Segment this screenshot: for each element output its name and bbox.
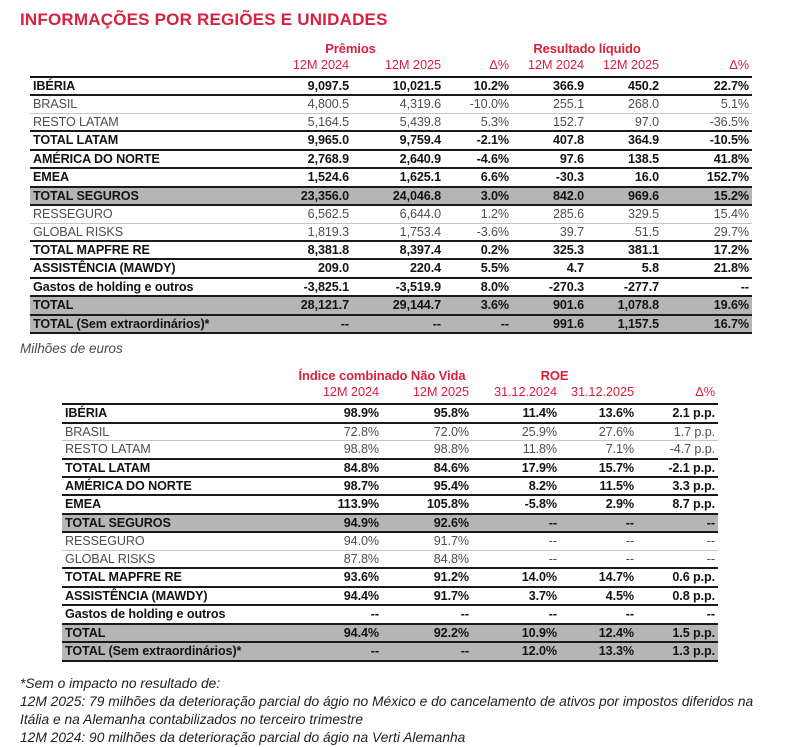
value-cell: 285.6	[552, 207, 584, 222]
value-cell: 15.4%	[713, 207, 749, 222]
value-cell: 5,439.8	[399, 114, 441, 129]
value-cell: --	[370, 644, 379, 659]
value-cell: 10.2%	[473, 78, 509, 93]
table-row	[62, 586, 718, 604]
value-cell: 97.0	[634, 114, 659, 129]
column-header: 12M 2025	[384, 56, 441, 72]
value-cell: 84.8%	[343, 460, 379, 475]
row-label: TOTAL LATAM	[33, 133, 119, 148]
value-cell: 366.9	[552, 78, 584, 93]
value-cell: 94.9%	[343, 515, 379, 530]
value-cell: 12.0%	[521, 644, 557, 659]
group-header-row	[62, 369, 718, 385]
value-cell: 5.1%	[720, 97, 749, 112]
group-header: Prêmios	[325, 41, 376, 56]
value-cell: --	[706, 515, 715, 530]
column-header-row	[30, 58, 752, 78]
value-cell: 87.8%	[343, 551, 379, 566]
value-cell: 13.6%	[598, 406, 634, 421]
column-header: 12M 2025	[412, 384, 469, 400]
value-cell: 4.7	[566, 261, 584, 276]
value-cell: 19.6%	[713, 298, 749, 313]
value-cell: 25.9%	[521, 424, 557, 439]
table-row	[62, 641, 718, 661]
table-row	[30, 130, 752, 148]
table-row	[30, 186, 752, 204]
value-cell: 11.5%	[599, 478, 634, 493]
value-cell: 29.7%	[713, 224, 749, 239]
value-cell: 209.0	[317, 261, 349, 276]
value-cell: 6,562.5	[307, 207, 349, 222]
value-cell: 1,524.6	[307, 170, 349, 185]
value-cell: --	[548, 607, 557, 622]
value-cell: 1,753.4	[399, 224, 441, 239]
row-label: ASSISTÊNCIA (MAWDY)	[65, 588, 208, 603]
value-cell: -36.5%	[709, 114, 749, 129]
value-cell: 72.0%	[433, 424, 469, 439]
value-cell: --	[548, 551, 557, 566]
value-cell: 1,819.3	[307, 224, 349, 239]
value-cell: 5,164.5	[307, 114, 349, 129]
value-cell: 5.8	[641, 261, 659, 276]
value-cell: --	[370, 607, 379, 622]
value-cell: 98.8%	[433, 442, 469, 457]
row-label: AMÉRICA DO NORTE	[33, 151, 160, 166]
value-cell: 84.8%	[433, 551, 469, 566]
value-cell: 255.1	[552, 97, 584, 112]
value-cell: -3,825.1	[303, 279, 349, 294]
table-row	[62, 458, 718, 476]
value-cell: 9,965.0	[307, 133, 349, 148]
row-label: TOTAL	[33, 298, 74, 313]
group-spacer	[62, 377, 292, 378]
value-cell: 0.2%	[480, 242, 509, 257]
value-cell: --	[625, 515, 634, 530]
row-label: EMEA	[33, 170, 69, 185]
column-header-spacer	[62, 393, 292, 396]
value-cell: 92.6%	[433, 515, 469, 530]
column-header: 31.12.2024	[493, 384, 557, 400]
value-cell: 1.5 p.p.	[672, 625, 715, 640]
value-cell: -4.6%	[476, 151, 509, 166]
value-cell: 94.0%	[343, 534, 379, 549]
value-cell: 28,121.7	[300, 298, 349, 313]
value-cell: -10.0%	[469, 97, 509, 112]
row-label: TOTAL MAPFRE RE	[65, 570, 182, 585]
row-label: TOTAL (Sem extraordinários)*	[65, 644, 242, 659]
row-label: TOTAL SEGUROS	[33, 188, 139, 203]
value-cell: -5.8%	[524, 497, 557, 512]
value-cell: 22.7%	[713, 78, 749, 93]
value-cell: 1,625.1	[399, 170, 441, 185]
value-cell: 11.4%	[522, 406, 557, 421]
row-label: ASSISTÊNCIA (MAWDY)	[33, 261, 176, 276]
value-cell: 3.3 p.p.	[672, 478, 715, 493]
value-cell: 97.6	[559, 151, 584, 166]
value-cell: 8.0%	[480, 279, 509, 294]
value-cell: 1.7 p.p.	[673, 424, 715, 439]
value-cell: 364.9	[627, 133, 659, 148]
footnotes	[20, 675, 782, 747]
value-cell: 13.3%	[598, 644, 634, 659]
value-cell: -3.6%	[476, 224, 509, 239]
value-cell: 72.8%	[343, 424, 379, 439]
group-header-row	[30, 42, 752, 58]
value-cell: 24,046.8	[392, 188, 441, 203]
value-cell: 2.9%	[605, 497, 634, 512]
value-cell: 98.8%	[343, 442, 379, 457]
value-cell: 27.6%	[598, 424, 634, 439]
row-label: RESSEGURO	[33, 207, 113, 222]
table-row	[30, 314, 752, 334]
value-cell: 12.4%	[598, 625, 634, 640]
value-cell: --	[706, 534, 715, 549]
value-cell: 21.8%	[713, 261, 749, 276]
value-cell: 4,319.6	[399, 97, 441, 112]
value-cell: -30.3	[555, 170, 584, 185]
value-cell: --	[740, 279, 749, 294]
value-cell: --	[625, 607, 634, 622]
value-cell: --	[548, 515, 557, 530]
value-cell: 92.2%	[433, 625, 469, 640]
table-row	[30, 167, 752, 185]
value-cell: 1.2%	[480, 207, 509, 222]
value-cell: 3.7%	[528, 588, 557, 603]
column-header: Δ%	[729, 56, 749, 72]
value-cell: 7.1%	[605, 442, 634, 457]
footnote-line: 12M 2025: 79 milhões da deterioração parcial do ágio no México e do cancelamento de ativos por impostos diferidos na Itália e na Alemanha contabilizados no terceiro trimestre	[20, 693, 754, 728]
row-label: EMEA	[65, 497, 101, 512]
table-row	[62, 531, 718, 549]
value-cell: 29,144.7	[392, 298, 441, 313]
value-cell: 6,644.0	[399, 207, 441, 222]
value-cell: 9,759.4	[399, 133, 441, 148]
value-cell: 0.8 p.p.	[672, 588, 715, 603]
value-cell: 842.0	[552, 188, 584, 203]
row-label: TOTAL MAPFRE RE	[33, 242, 150, 257]
row-label: TOTAL	[65, 625, 106, 640]
value-cell: 381.1	[627, 242, 659, 257]
value-cell: 11.8%	[522, 442, 557, 457]
value-cell: 113.9%	[337, 497, 379, 512]
value-cell: 9,097.5	[307, 78, 349, 93]
column-header: Δ%	[695, 384, 715, 400]
row-label: IBÉRIA	[65, 406, 108, 421]
table-row	[62, 405, 718, 422]
table-row	[30, 78, 752, 95]
table-row	[30, 258, 752, 276]
table-row	[62, 550, 718, 567]
column-header-spacer	[30, 65, 257, 68]
value-cell: -10.5%	[709, 133, 749, 148]
value-cell: 95.4%	[433, 478, 469, 493]
value-cell: --	[460, 607, 469, 622]
value-cell: --	[340, 316, 349, 331]
value-cell: 901.6	[552, 298, 584, 313]
value-cell: 3.6%	[480, 298, 509, 313]
value-cell: 268.0	[627, 97, 659, 112]
value-cell: 8.7 p.p.	[672, 497, 715, 512]
row-label: RESSEGURO	[65, 534, 145, 549]
value-cell: 14.7%	[598, 570, 634, 585]
row-label: Gastos de holding e outros	[33, 279, 194, 294]
value-cell: --	[460, 644, 469, 659]
value-cell: --	[432, 316, 441, 331]
table-row	[62, 604, 718, 622]
group-header: Índice combinado Não Vida	[298, 368, 466, 384]
value-cell: 8,381.8	[307, 242, 349, 257]
row-label: AMÉRICA DO NORTE	[65, 478, 192, 493]
group-header: Resultado líquido	[533, 41, 641, 56]
value-cell: 14.0%	[521, 570, 557, 585]
group-spacer	[30, 49, 257, 50]
value-cell: 969.6	[627, 188, 659, 203]
value-cell: 15.2%	[713, 188, 749, 203]
units-note: Milhões de euros	[20, 341, 123, 357]
row-label: Gastos de holding e outros	[65, 607, 226, 622]
value-cell: 1.3 p.p.	[672, 644, 715, 659]
table-row	[30, 149, 752, 167]
table-row	[62, 623, 718, 641]
table-row	[62, 422, 718, 440]
table-row	[30, 113, 752, 130]
value-cell: 5.3%	[480, 114, 509, 129]
value-cell: 3.0%	[480, 188, 509, 203]
value-cell: 152.7	[552, 114, 584, 129]
value-cell: 0.6 p.p.	[672, 570, 715, 585]
value-cell: 39.7	[559, 224, 584, 239]
value-cell: 4,800.5	[307, 97, 349, 112]
value-cell: 91.2%	[433, 570, 469, 585]
value-cell: 2,640.9	[399, 151, 441, 166]
column-header: Δ%	[489, 56, 509, 72]
value-cell: 93.6%	[343, 570, 379, 585]
table-row	[62, 440, 718, 457]
column-header-row	[62, 385, 718, 405]
value-cell: 84.6%	[433, 460, 469, 475]
value-cell: 95.8%	[433, 406, 469, 421]
value-cell: 4.5%	[605, 588, 634, 603]
row-label: TOTAL SEGUROS	[65, 515, 171, 530]
column-header: 12M 2025	[602, 56, 659, 72]
value-cell: 16.0	[634, 170, 659, 185]
footnote-line: 12M 2024: 90 milhões da deterioração parcial do ágio na Verti Alemanha	[20, 730, 466, 746]
value-cell: --	[625, 534, 634, 549]
value-cell: --	[500, 316, 509, 331]
value-cell: 41.8%	[713, 151, 749, 166]
value-cell: 23,356.0	[300, 188, 349, 203]
value-cell: --	[706, 607, 715, 622]
value-cell: 10.9%	[521, 625, 557, 640]
table-row	[62, 513, 718, 531]
value-cell: 98.7%	[343, 478, 379, 493]
value-cell: 91.7%	[433, 588, 469, 603]
value-cell: 51.5	[634, 224, 659, 239]
column-header: 12M 2024	[527, 56, 584, 72]
value-cell: 138.5	[627, 151, 659, 166]
value-cell: 17.2%	[713, 242, 749, 257]
page-title: INFORMAÇÕES POR REGIÕES E UNIDADES	[20, 10, 388, 29]
column-header: 12M 2024	[322, 384, 379, 400]
value-cell: 91.7%	[433, 534, 469, 549]
value-cell: -4.7 p.p.	[669, 442, 715, 457]
value-cell: 991.6	[552, 316, 584, 331]
value-cell: 220.4	[409, 261, 441, 276]
value-cell: --	[706, 551, 715, 566]
value-cell: --	[625, 551, 634, 566]
value-cell: 94.4%	[343, 588, 379, 603]
value-cell: 105.8%	[426, 497, 469, 512]
value-cell: 450.2	[627, 78, 659, 93]
table-row	[62, 476, 718, 494]
row-label: GLOBAL RISKS	[65, 551, 156, 566]
value-cell: 10,021.5	[392, 78, 441, 93]
value-cell: 329.5	[627, 207, 659, 222]
value-cell: 98.9%	[343, 406, 379, 421]
value-cell: 94.4%	[343, 625, 379, 640]
table-row	[30, 94, 752, 112]
value-cell: 1,157.5	[617, 316, 659, 331]
premios-table	[30, 42, 752, 334]
table-row	[62, 567, 718, 585]
value-cell: -2.1%	[476, 133, 509, 148]
column-header: 31.12.2025	[570, 384, 634, 400]
value-cell: 6.6%	[480, 170, 509, 185]
table-row	[30, 277, 752, 295]
group-header: ROE	[540, 368, 569, 384]
value-cell: --	[548, 534, 557, 549]
value-cell: 8.2%	[528, 478, 557, 493]
value-cell: -270.3	[548, 279, 584, 294]
value-cell: 8,397.4	[399, 242, 441, 257]
value-cell: 152.7%	[706, 170, 749, 185]
value-cell: 2.1 p.p.	[672, 406, 715, 421]
row-label: GLOBAL RISKS	[33, 224, 124, 239]
ratios-table	[62, 369, 718, 661]
row-label: RESTO LATAM	[33, 114, 119, 129]
table-row	[30, 295, 752, 313]
row-label: BRASIL	[33, 97, 78, 112]
value-cell: 5.5%	[480, 261, 509, 276]
row-label: TOTAL LATAM	[65, 460, 151, 475]
value-cell: 17.9%	[521, 460, 557, 475]
value-cell: 15.7%	[598, 460, 634, 475]
value-cell: -277.7	[623, 279, 659, 294]
row-label: TOTAL (Sem extraordinários)*	[33, 316, 210, 331]
table-row	[30, 240, 752, 258]
value-cell: 16.7%	[713, 316, 749, 331]
table-row	[30, 223, 752, 240]
footnote-line: *Sem o impacto no resultado de:	[20, 675, 221, 691]
value-cell: 1,078.8	[617, 298, 659, 313]
row-label: RESTO LATAM	[65, 442, 151, 457]
row-label: BRASIL	[65, 424, 110, 439]
table-row	[62, 494, 718, 512]
value-cell: -3,519.9	[395, 279, 441, 294]
value-cell: -2.1 p.p.	[668, 460, 715, 475]
row-label: IBÉRIA	[33, 78, 76, 93]
table-row	[30, 204, 752, 222]
value-cell: 407.8	[552, 133, 584, 148]
value-cell: 325.3	[552, 242, 584, 257]
column-header: 12M 2024	[292, 56, 349, 72]
value-cell: 2,768.9	[307, 151, 349, 166]
